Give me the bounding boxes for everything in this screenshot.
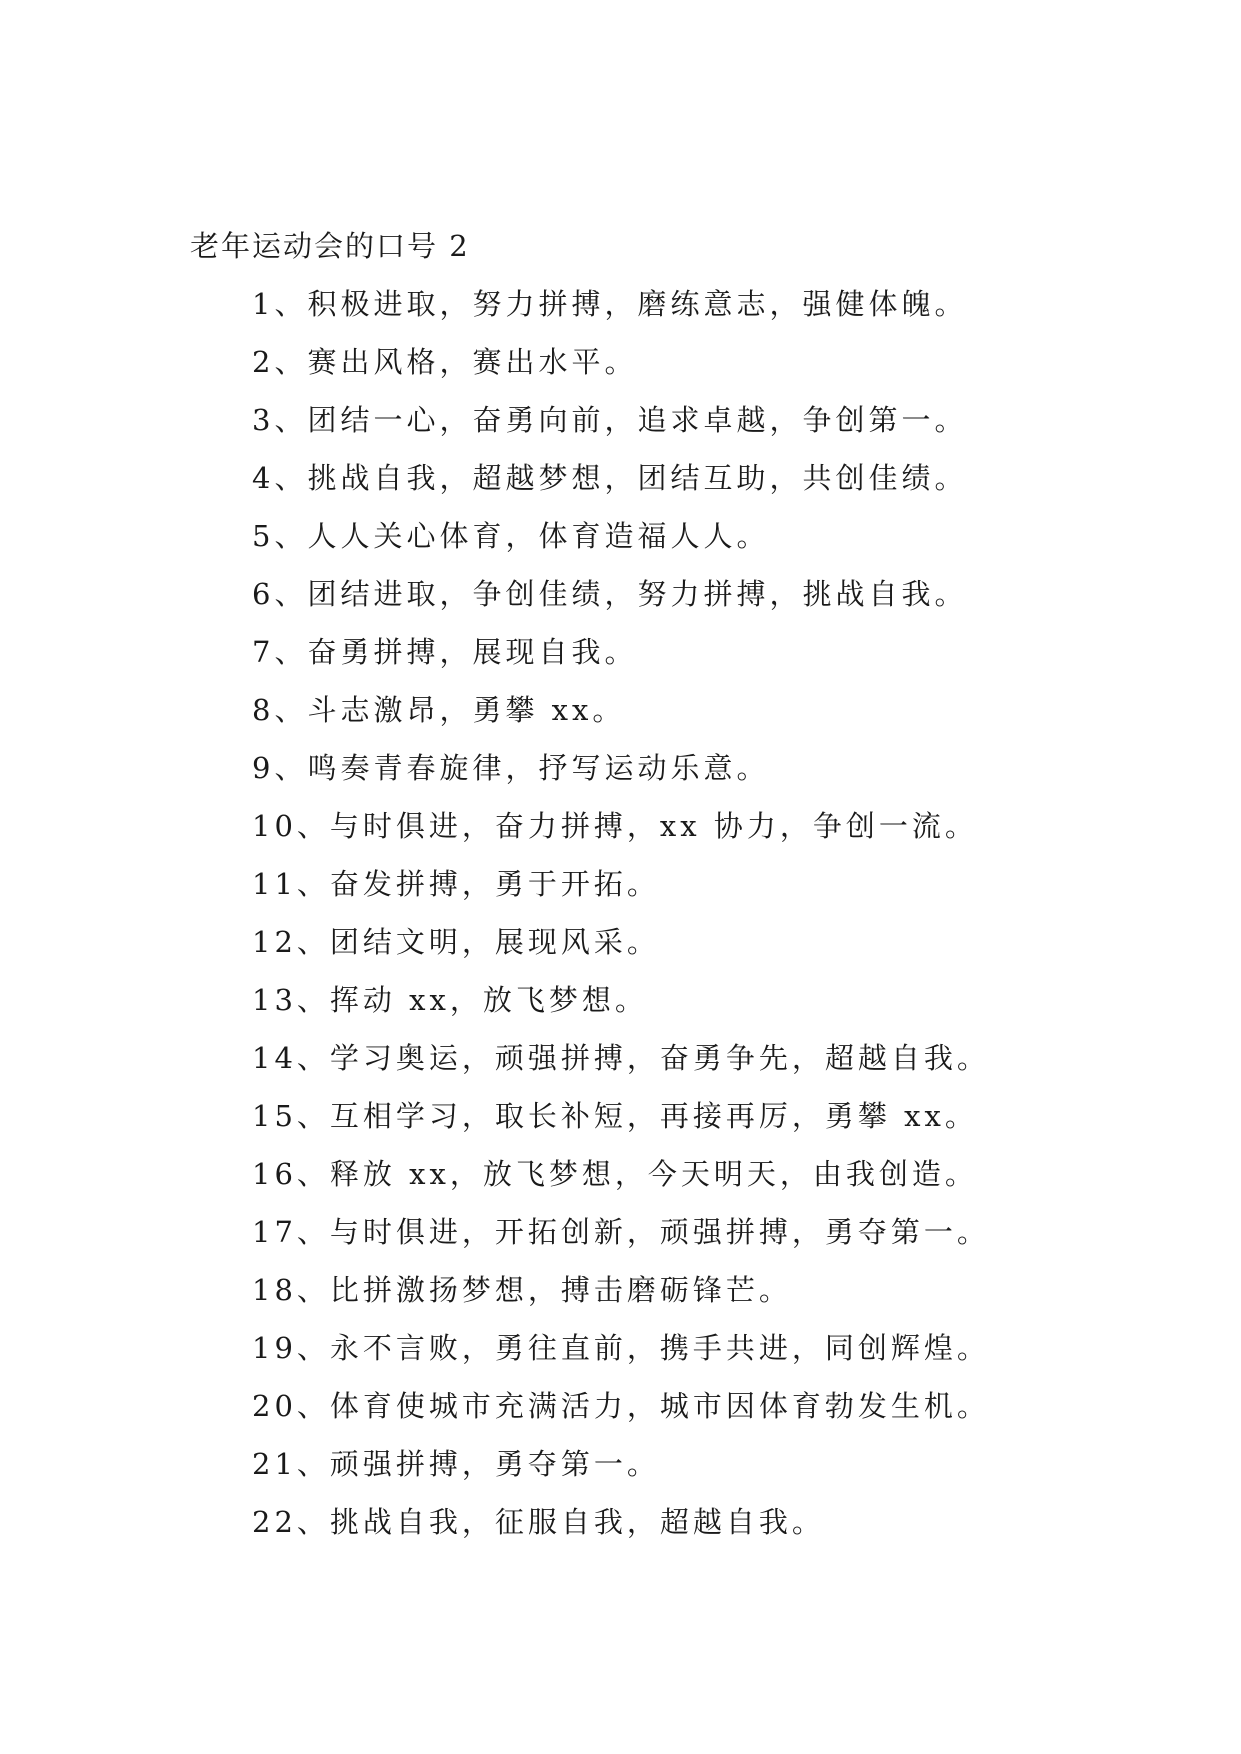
slogan-item: 13、挥动 xx，放飞梦想。 (252, 983, 648, 1017)
slogan-item: 15、互相学习，取长补短，再接再厉，勇攀 xx。 (252, 1099, 978, 1133)
document-title: 老年运动会的口号 2 (190, 229, 470, 263)
slogan-item: 4、挑战自我，超越梦想，团结互助，共创佳绩。 (252, 461, 968, 495)
slogan-item: 7、奋勇拼搏，展现自我。 (252, 635, 638, 669)
slogan-item: 5、人人关心体育，体育造福人人。 (252, 519, 770, 553)
slogan-list (252, 280, 990, 1556)
slogan-item: 8、斗志激昂，勇攀 xx。 (252, 693, 626, 727)
slogan-item: 14、学习奥运，顽强拼搏，奋勇争先，超越自我。 (252, 1041, 990, 1075)
slogan-item: 10、与时俱进，奋力拼搏，xx 协力，争创一流。 (252, 809, 978, 843)
slogan-item: 18、比拼激扬梦想，搏击磨砺锋芒。 (252, 1273, 792, 1307)
slogan-item: 12、团结文明，展现风采。 (252, 925, 660, 959)
slogan-item: 9、鸣奏青春旋律，抒写运动乐意。 (252, 751, 770, 785)
slogan-item: 22、挑战自我，征服自我，超越自我。 (252, 1505, 825, 1539)
slogan-item: 17、与时俱进，开拓创新，顽强拼搏，勇夺第一。 (252, 1215, 990, 1249)
slogan-item: 21、顽强拼搏，勇夺第一。 (252, 1447, 660, 1481)
slogan-item: 11、奋发拼搏，勇于开拓。 (252, 867, 660, 901)
slogan-item: 20、体育使城市充满活力，城市因体育勃发生机。 (252, 1389, 990, 1423)
slogan-item: 16、释放 xx，放飞梦想，今天明天，由我创造。 (252, 1157, 978, 1191)
slogan-item: 6、团结进取，争创佳绩，努力拼搏，挑战自我。 (252, 577, 968, 611)
slogan-item: 19、永不言败，勇往直前，携手共进，同创辉煌。 (252, 1331, 990, 1365)
slogan-item: 2、赛出风格，赛出水平。 (252, 345, 638, 379)
slogan-item: 3、团结一心，奋勇向前，追求卓越，争创第一。 (252, 403, 968, 437)
slogan-item: 1、积极进取，努力拼搏，磨练意志，强健体魄。 (252, 287, 968, 321)
